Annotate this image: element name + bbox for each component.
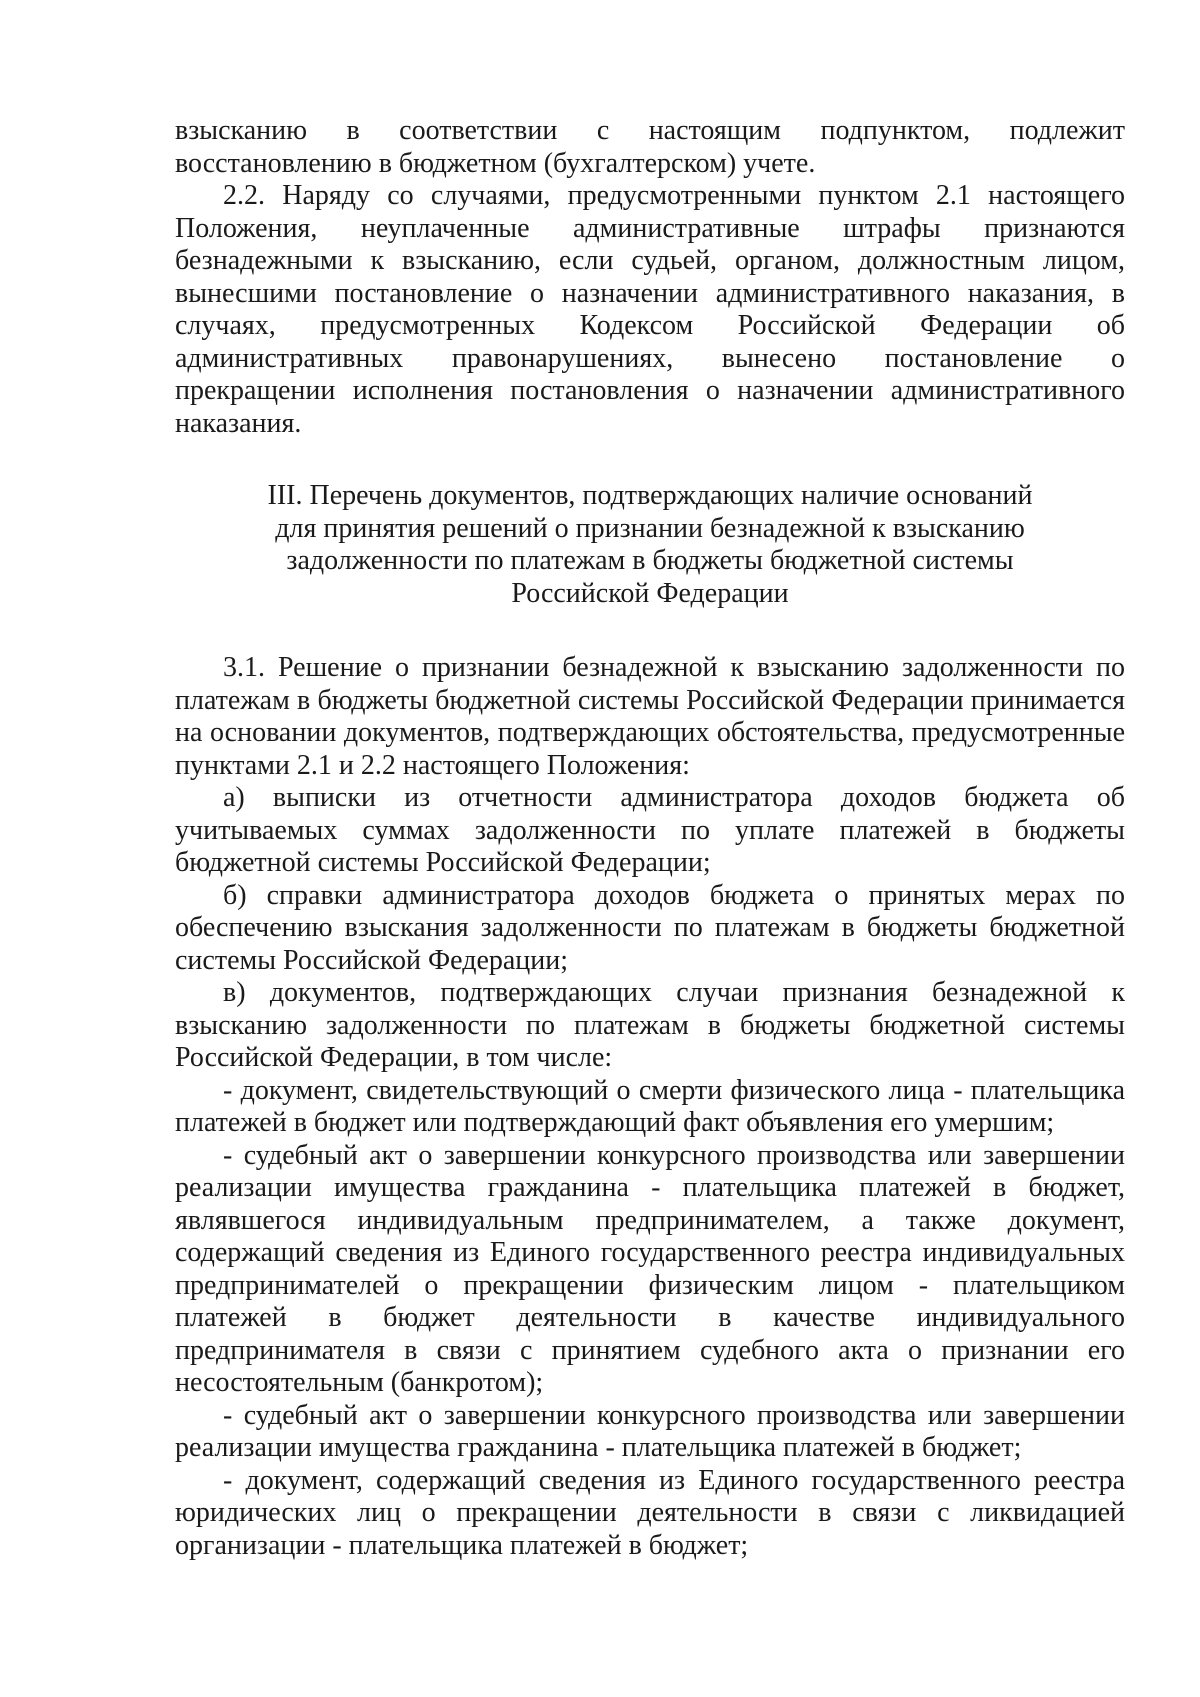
document-body bbox=[175, 115, 1125, 1562]
list-item-a: а) выписки из отчетности администратора доходов бюджета об учитываемых суммах задолженности по уплате платежей в бюджеты бюджетной системы Российской Федерации; bbox=[175, 782, 1125, 878]
section-heading-line: для принятия решений о признании безнадежной к взысканию bbox=[275, 512, 1025, 544]
paragraph-2-2: 2.2. Наряду со случаями, предусмотренными пунктом 2.1 настоящего Положения, неуплаченные административные штрафы признаются безнадежными к взысканию, если судьей, органом, должностным лицом, вынесшими постановление о назначении административного наказания, в случаях, предусмотренных Кодексом Российской Федерации об административных правонарушениях, вынесено постановление о прекращении исполнения постановления о назначении административного наказания. bbox=[175, 180, 1125, 439]
list-item-v: в) документов, подтверждающих случаи признания безнадежной к взысканию задолженности по платежам в бюджеты бюджетной системы Российской Федерации, в том числе: bbox=[175, 977, 1125, 1073]
list-item-dash: - документ, содержащий сведения из Единого государственного реестра юридических лиц о прекращении деятельности в связи с ликвидацией организации - плательщика платежей в бюджет; bbox=[175, 1464, 1125, 1561]
paragraph-continuation: взысканию в соответствии с настоящим подпунктом, подлежит восстановлению в бюджетном (бухгалтерском) учете. bbox=[175, 115, 1125, 179]
section-heading-line: задолженности по платежам в бюджеты бюджетной системы bbox=[286, 545, 1014, 576]
section-heading-line: Российской Федерации bbox=[511, 577, 789, 609]
list-item-dash: - судебный акт о завершении конкурсного производства или завершении реализации имущества гражданина - плательщика платежей в бюджет, являвшегося индивидуальным предпринимателем, а также документ, содержащий сведения из Единого государственного реестра индивидуальных предпринимателей о прекращении физическим лицом - плательщиком платежей в бюджет деятельности в качестве индивидуального предпринимателя в связи с принятием судебного акта о признании его несостоятельным (банкротом); bbox=[175, 1139, 1125, 1398]
list-item-dash: - судебный акт о завершении конкурсного производства или завершении реализации имущества гражданина - плательщика платежей в бюджет; bbox=[175, 1399, 1125, 1463]
section-heading bbox=[175, 480, 1125, 610]
section-heading-line: III. Перечень документов, подтверждающих наличие оснований bbox=[267, 480, 1033, 511]
paragraph-3-1: 3.1. Решение о признании безнадежной к взысканию задолженности по платежам в бюджеты бюджетной системы Российской Федерации принимается на основании документов, подтверждающих обстоятельства, предусмотренные пунктами 2.1 и 2.2 настоящего Положения: bbox=[175, 652, 1125, 781]
list-item-dash: - документ, свидетельствующий о смерти физического лица - плательщика платежей в бюджет или подтверждающий факт объявления его умершим; bbox=[175, 1074, 1125, 1138]
list-item-b: б) справки администратора доходов бюджета о принятых мерах по обеспечению взыскания задолженности по платежам в бюджеты бюджетной системы Российской Федерации; bbox=[175, 879, 1125, 976]
